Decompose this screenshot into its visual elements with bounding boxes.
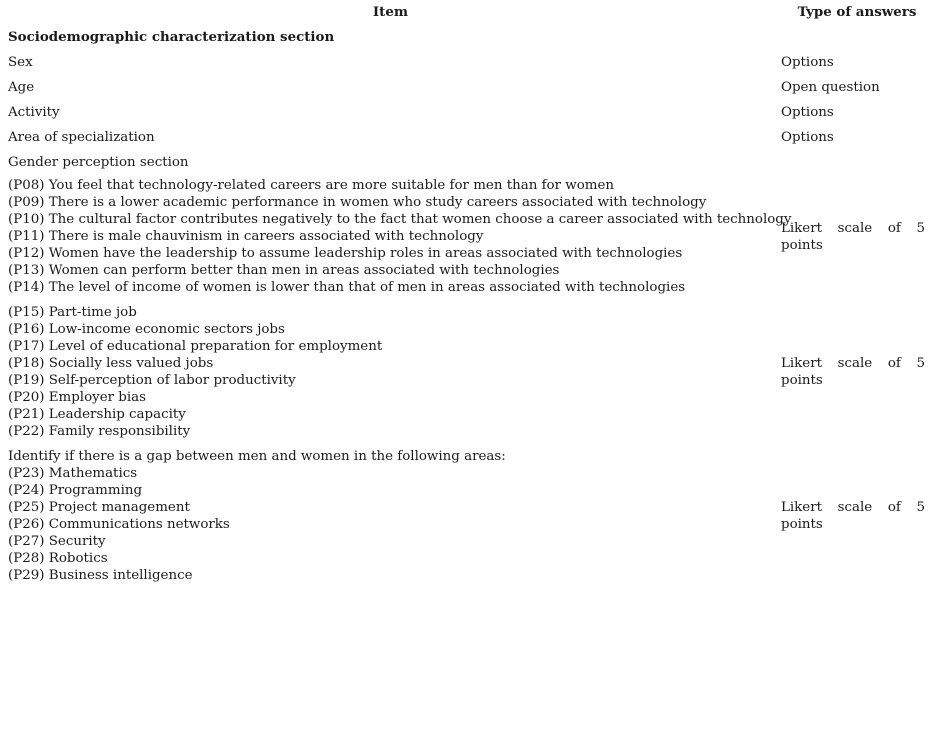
list-item: (P19) Self-perception of labor productivity	[8, 373, 296, 388]
answer-line: Likert scale of 5	[781, 220, 925, 236]
answer-line: Likert scale of 5	[781, 356, 925, 371]
answer-cell: Open question	[781, 80, 880, 95]
list-item: (P08) You feel that technology-related careers are more suitable for men than for women	[8, 178, 615, 193]
answer-cell: Options	[781, 130, 834, 145]
list-item: Identify if there is a gap between men and women in the following areas:	[8, 449, 506, 464]
item-list	[0, 448, 773, 584]
list-item: (P20) Employer bias	[8, 390, 146, 405]
item-list	[0, 177, 792, 296]
answer-cell: Options	[781, 105, 834, 120]
answer-line: points	[781, 373, 823, 388]
section-title-gender: Gender perception section	[8, 155, 189, 170]
item-cell: Age	[8, 80, 35, 95]
answer-cell: Options	[781, 55, 834, 70]
table-row	[0, 50, 937, 75]
list-item: (P27) Security	[8, 534, 106, 549]
item-cell: Activity	[8, 105, 60, 120]
item-list	[0, 304, 773, 440]
answer-line: points	[781, 237, 823, 253]
list-item: (P15) Part-time job	[8, 305, 137, 320]
list-item: (P25) Project management	[8, 500, 190, 515]
list-item: (P23) Mathematics	[8, 466, 138, 481]
answer-cell	[773, 355, 937, 389]
list-item: (P18) Socially less valued jobs	[8, 356, 214, 371]
answer-cell	[773, 499, 937, 533]
answers-column-header: Type of answers	[797, 4, 917, 20]
item-cell: Area of specialization	[8, 130, 155, 145]
list-item: (P26) Communications networks	[8, 517, 230, 532]
table-row	[0, 300, 937, 444]
table-row	[0, 100, 937, 125]
list-item: (P17) Level of educational preparation for employment	[8, 339, 383, 354]
list-item: (P21) Leadership capacity	[8, 407, 186, 422]
list-item: (P29) Business intelligence	[8, 568, 193, 583]
list-item: (P22) Family responsibility	[8, 424, 191, 439]
section-title-sociodemographic: Sociodemographic characterization section	[8, 29, 335, 45]
table-row	[0, 175, 937, 300]
answer-cell	[773, 220, 937, 254]
list-item: (P10) The cultural factor contributes negatively to the fact that women choose a career associated with technology	[8, 212, 792, 227]
section-row-sociodemographic	[0, 25, 937, 50]
section-row-gender	[0, 150, 937, 175]
list-item: (P28) Robotics	[8, 551, 108, 566]
list-item: (P12) Women have the leadership to assume leadership roles in areas associated with technologies	[8, 246, 683, 261]
list-item: (P09) There is a lower academic performance in women who study careers associated with technology	[8, 195, 707, 210]
list-item: (P13) Women can perform better than men in areas associated with technologies	[8, 263, 560, 278]
list-item: (P14) The level of income of women is lower than that of men in areas associated with technologies	[8, 280, 686, 295]
list-item: (P11) There is male chauvinism in careers associated with technology	[8, 229, 484, 244]
item-cell: Sex	[8, 55, 33, 70]
table-header	[0, 0, 937, 25]
table-row	[0, 125, 937, 150]
list-item: (P24) Programming	[8, 483, 143, 498]
list-item: (P16) Low-income economic sectors jobs	[8, 322, 285, 337]
answer-line: points	[781, 517, 823, 532]
item-column-header: Item	[372, 4, 409, 20]
table-row	[0, 444, 937, 588]
table-row	[0, 75, 937, 100]
answer-line: Likert scale of 5	[781, 500, 925, 515]
